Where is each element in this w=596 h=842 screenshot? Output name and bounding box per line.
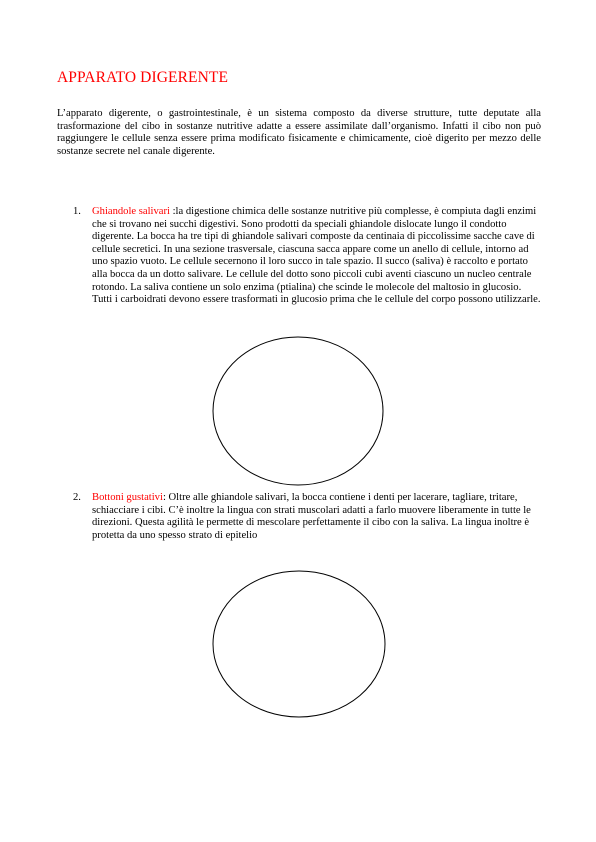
list-item-ghiandole-salivari xyxy=(73,206,541,307)
intro-paragraph: L’apparato digerente, o gastrointestinale, è un sistema composto da diverse strutture, tutte deputate alla trasformazione del cibo in sostanze nutritive adatte a essere assimilate dall’organismo. Infatti il cibo non può raggiungere le cellule senza essere prima modificato fisicamente e chimicamente, cioè digerito per mezzo delle sostanze secrete nel canale digerente. xyxy=(57,108,541,157)
list-item-bottoni-gustativi xyxy=(73,492,541,542)
list-item-number: 1. xyxy=(73,206,81,217)
document-title: APPARATO DIGERENTE xyxy=(57,69,229,86)
list-item-text xyxy=(92,492,541,542)
list-item-term: Ghiandole salivari xyxy=(92,206,170,217)
list-item-number: 2. xyxy=(73,492,81,503)
blank-circle-diagram xyxy=(212,570,386,718)
list-item-description: : Oltre alle ghiandole salivari, la bocca contiene i denti per lacerare, tagliare, tritare, schiacciare i cibi. C’è inoltre la lingua con strati muscolari adatti a farlo muovere liberamente in tutte le direzioni. Questa agilità le permette di mescolare perfettamente il cibo con la saliva. La lingua inoltre è protetta da uno spesso strato di epitelio xyxy=(92,492,531,541)
list-item-description: :la digestione chimica delle sostanze nutritive più complesse, è compiuta dagli enzimi che si trovano nei succhi digestivi. Sono prodotti da speciali ghiandole dislocate lungo il condotto digerente. La bocca ha tre tipi di ghiandole salivari composte da centinaia di piccolissime sacche cave di cellule secretici. In una sezione trasversale, ciascuna sacca appare come un anello di cellule, intorno ad uno spazio vuoto. Le cellule secernono il loro succo in tale spazio. Il succo (saliva) è raccolto e portato alla bocca da un dotto salivare. Le cellule del dotto sono piccoli cubi aventi ciascuno un nucleo centrale rotondo. La saliva contiene un solo enzima (ptialina) che scinde le molecole del maltosio in glucosio. Tutti i carboidrati devono essere trasformati in glucosio prima che le cellule del corpo possono utilizzarle. xyxy=(92,206,541,306)
list-item-text xyxy=(92,206,541,307)
list-item-term: Bottoni gustativi xyxy=(92,492,163,503)
blank-circle-diagram xyxy=(212,336,384,486)
